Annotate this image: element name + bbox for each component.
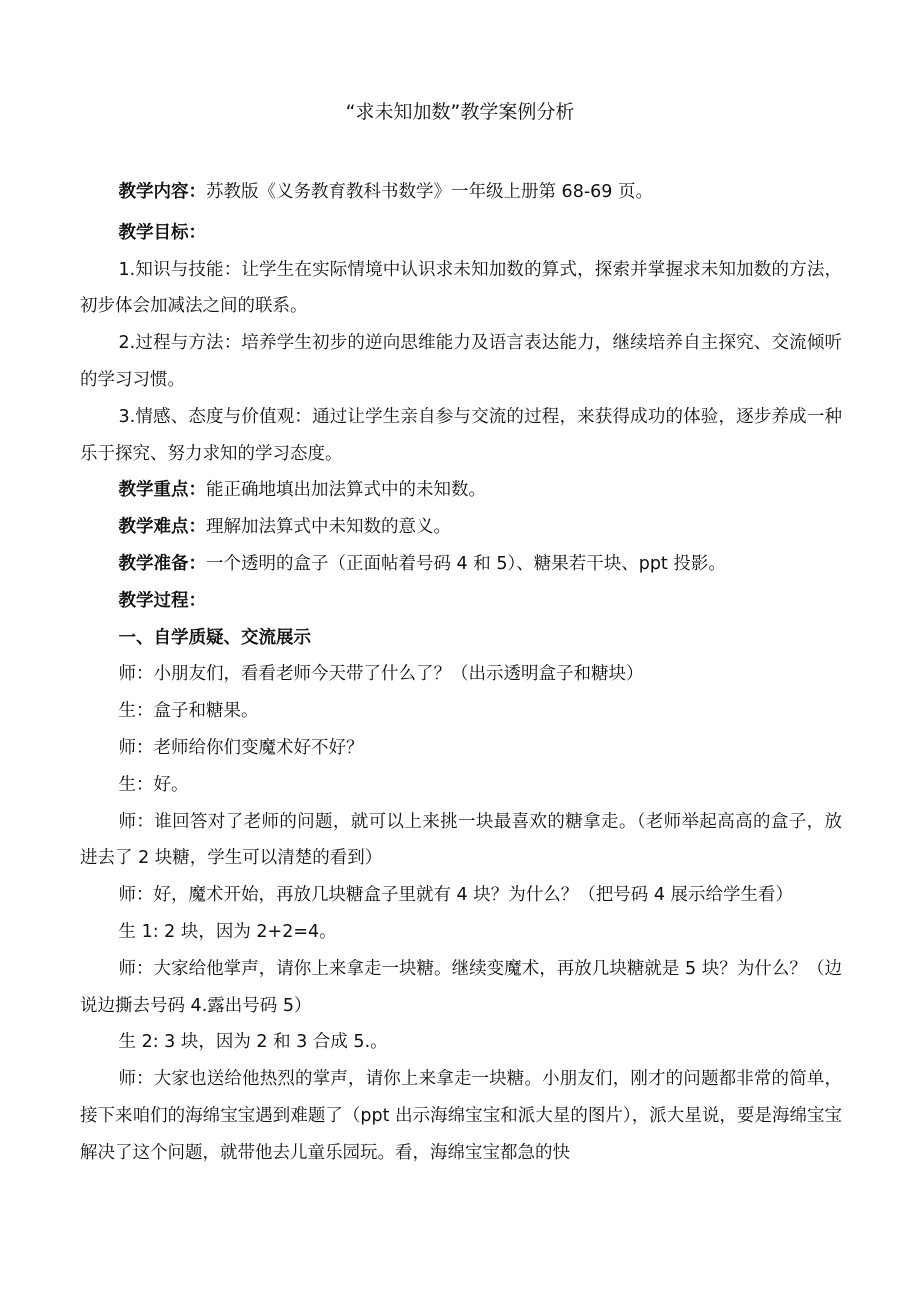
paragraph bbox=[80, 399, 842, 473]
paragraph-text: 1.知识与技能：让学生在实际情境中认识求未知加数的算式，探索并掌握求未知加数的方法，初步体会加减法之间的联系。 bbox=[80, 259, 842, 317]
paragraph-text: 能正确地填出加法算式中的未知数。 bbox=[206, 480, 486, 501]
paragraph-label: 教学过程： bbox=[118, 590, 206, 611]
paragraph-text: 生：好。 bbox=[118, 774, 189, 795]
paragraph bbox=[80, 583, 842, 620]
paragraph-text: 生 1: 2 块，因为 2+2=4。 bbox=[118, 921, 337, 942]
paragraph bbox=[80, 252, 842, 326]
paragraph-text: 师：大家给他掌声，请你上来拿走一块糖。继续变魔术，再放几块糖就是 5 块？为什么？（边说边撕去号码 4.露出号码 5） bbox=[80, 958, 842, 1016]
paragraph bbox=[80, 656, 842, 693]
paragraph-text: 生 2: 3 块，因为 2 和 3 合成 5.。 bbox=[118, 1032, 388, 1053]
paragraph-text: 师：好，魔术开始，再放几块糖盒子里就有 4 块？为什么？（把号码 4 展示给学生看） bbox=[118, 885, 794, 906]
paragraph-text: 师：老师给你们变魔术好不好？ bbox=[118, 737, 364, 758]
paragraph-label: 教学内容： bbox=[118, 182, 206, 202]
paragraph bbox=[80, 767, 842, 804]
paragraph-text: 师：小朋友们，看看老师今天带了什么了？（出示透明盒子和糖块） bbox=[118, 664, 644, 685]
paragraph-text: 苏教版《义务教育教科书数学》一年级上册第 68-69 页。 bbox=[206, 182, 653, 202]
paragraph bbox=[80, 546, 842, 583]
paragraph-label: 教学重点： bbox=[118, 480, 206, 501]
paragraph-label: 教学难点： bbox=[118, 517, 206, 538]
paragraph bbox=[80, 1024, 842, 1061]
paragraph-text: 一个透明的盒子（正面帖着号码 4 和 5）、糖果若干块、ppt 投影。 bbox=[206, 553, 726, 574]
paragraph-text: 3.情感、态度与价值观：通过让学生亲自参与交流的过程，来获得成功的体验，逐步养成一种乐于探究、努力求知的学习态度。 bbox=[80, 406, 842, 464]
paragraph-label: 教学准备： bbox=[118, 553, 206, 574]
paragraph-text: 师：谁回答对了老师的问题，就可以上来挑一块最喜欢的糖拿走。（老师举起高高的盒子，放进去了 2 块糖，学生可以清楚的看到） bbox=[80, 811, 842, 869]
paragraph bbox=[80, 951, 842, 1025]
paragraph bbox=[80, 215, 842, 252]
paragraph bbox=[80, 1061, 842, 1171]
paragraph bbox=[80, 693, 842, 730]
paragraph bbox=[80, 730, 842, 767]
paragraph bbox=[80, 325, 842, 399]
document-body bbox=[80, 174, 842, 1172]
paragraph-text: 2.过程与方法：培养学生初步的逆向思维能力及语言表达能力，继续培养自主探究、交流倾听的学习习惯。 bbox=[80, 333, 842, 390]
paragraph bbox=[80, 620, 842, 657]
paragraph bbox=[80, 472, 842, 509]
paragraph bbox=[80, 174, 842, 211]
paragraph bbox=[80, 509, 842, 546]
paragraph-text: 理解加法算式中未知数的意义。 bbox=[206, 517, 451, 538]
paragraph bbox=[80, 804, 842, 878]
paragraph bbox=[80, 877, 842, 914]
paragraph-text: 师：大家也送给他热烈的掌声，请你上来拿走一块糖。小朋友们，刚才的问题都非常的简单，接下来咱们的海绵宝宝遇到难题了（ppt 出示海绵宝宝和派大星的图片），派大星说，要是海绵宝宝解决了这个问题，就带他去儿童乐园玩。看，海绵宝宝都急的快 bbox=[80, 1069, 842, 1163]
paragraph-text: 生：盒子和糖果。 bbox=[118, 701, 259, 722]
paragraph-label: 一、自学质疑、交流展示 bbox=[118, 627, 311, 648]
paragraph bbox=[80, 914, 842, 951]
paragraph-label: 教学目标： bbox=[118, 222, 206, 243]
document-title: “求未知加数”教学案例分析 bbox=[345, 101, 575, 123]
